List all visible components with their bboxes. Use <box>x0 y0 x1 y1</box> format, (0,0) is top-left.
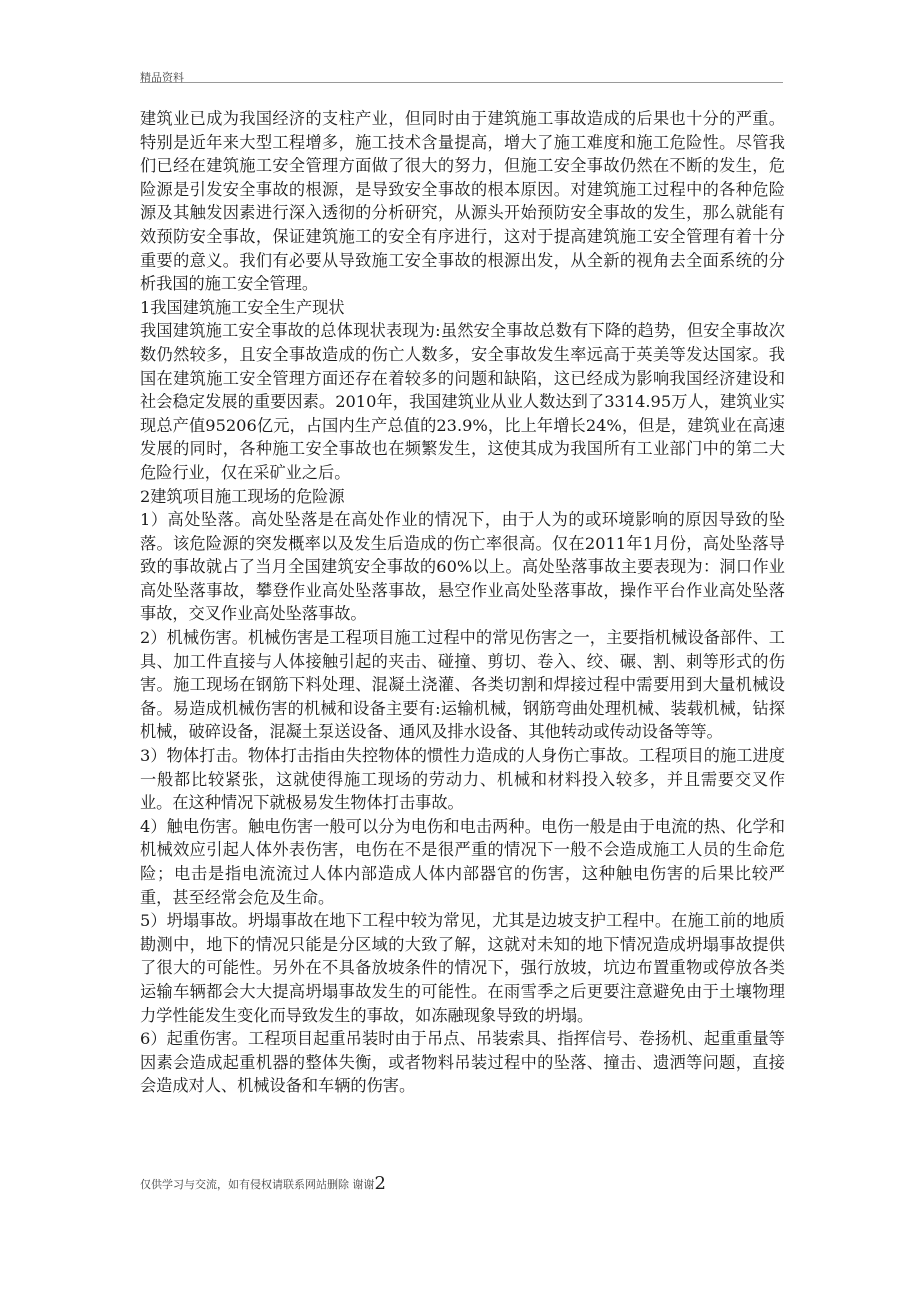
section-heading-1: 1我国建筑施工安全生产现状 <box>140 297 345 317</box>
paragraph-status: 我国建筑施工安全事故的总体现状表现为:虽然安全事故总数有下降的趋势，但安全事故次数仍然较多，且安全事故造成的伤亡人数多，安全事故发生率远高于英美等发达国家。我国在建筑施工安全管理方面还存在着较多的问题和缺陷，这已经成为影响我国经济建设和社会稳定发展的重要因素。2010年，我国建筑业从业人数达到了3314.95万人，建筑业实现总产值95206亿元，占国内生产总值的23.9%，比上年增长24%，但是，建筑业在高速发展的同时，各种施工安全事故也在频繁发生，这使其成为我国所有工业部门中的第二大危险行业，仅在采矿业之后。 <box>140 321 785 482</box>
page-number: 2 <box>374 1173 386 1194</box>
paragraph-item-6: 6）起重伤害。工程项目起重吊装时由于吊点、吊装索具、指挥信号、卷扬机、起重重量等因素会造成起重机器的整体失衡，或者物料吊装过程中的坠落、撞击、遗洒等问题，直接会造成对人、机械设备和车辆的伤害。 <box>140 1029 785 1096</box>
section-heading-2: 2建筑项目施工现场的危险源 <box>140 486 345 506</box>
paragraph-intro: 建筑业已成为我国经济的支柱产业，但同时由于建筑施工事故造成的后果也十分的严重。特别是近年来大型工程增多，施工技术含量提高，增大了施工难度和施工危险性。尽管我们已经在建筑施工安全管理方面做了很大的努力，但施工安全事故仍然在不断的发生，危险源是引发安全事故的根源，是导致安全事故的根本原因。对建筑施工过程中的各种危险源及其触发因素进行深入透彻的分析研究，从源头开始预防安全事故的发生，那么就能有效预防安全事故，保证建筑施工的安全有序进行，这对于提高建筑施工安全管理有着十分重要的意义。我们有必要从导致施工安全事故的根源出发，从全新的视角去全面系统的分析我国的施工安全管理。 <box>140 109 785 294</box>
document-body <box>140 107 785 1098</box>
page-header <box>140 66 783 83</box>
paragraph-item-1: 1）高处坠落。高处坠落是在高处作业的情况下，由于人为的或环境影响的原因导致的坠落。该危险源的突发概率以及发生后造成的伤亡率很高。仅在2011年1月份，高处坠落导致的事故就占了当月全国建筑安全事故的60%以上。高处坠落事故主要表现为：洞口作业高处坠落事故，攀登作业高处坠落事故，悬空作业高处坠落事故，操作平台作业高处坠落事故，交叉作业高处坠落事故。 <box>140 510 785 624</box>
paragraph-item-4: 4）触电伤害。触电伤害一般可以分为电伤和电击两种。电伤一般是由于电流的热、化学和机械效应引起人体外表伤害，电伤在不是很严重的情况下一般不会造成施工人员的生命危险；电击是指电流流过人体内部造成人体内部器官的伤害，这种触电伤害的后果比较严重，甚至经常会危及生命。 <box>140 816 785 907</box>
page-footer <box>140 1172 783 1196</box>
paragraph-item-5: 5）坍塌事故。坍塌事故在地下工程中较为常见，尤其是边坡支护工程中。在施工前的地质勘测中，地下的情况只能是分区域的大致了解，这就对未知的地下情况造成坍塌事故提供了很大的可能性。另外在不具备放坡条件的情况下，强行放坡，坑边布置重物或停放各类运输车辆都会大大提高坍塌事故发生的可能性。在雨雪季之后更要注意避免由于土壤物理力学性能发生变化而导致发生的事故，如冻融现象导致的坍塌。 <box>140 911 785 1025</box>
paragraph-item-3: 3）物体打击。物体打击指由失控物体的惯性力造成的人身伤亡事故。工程项目的施工进度一般都比较紧张，这就使得施工现场的劳动力、机械和材料投入较多，并且需要交叉作业。在这种情况下就极易发生物体打击事故。 <box>140 746 785 813</box>
header-text: 精品资料 <box>140 71 184 84</box>
footer-text: 仅供学习与交流，如有侵权请联系网站删除 谢谢 <box>140 1178 375 1191</box>
paragraph-item-2: 2）机械伤害。机械伤害是工程项目施工过程中的常见伤害之一，主要指机械设备部件、工具、加工件直接与人体接触引起的夹击、碰撞、剪切、卷入、绞、碾、割、刺等形式的伤害。施工现场在钢筋下料处理、混凝土浇灌、各类切割和焊接过程中需要用到大量机械设备。易造成机械伤害的机械和设备主要有:运输机械，钢筋弯曲处理机械、装载机械，钻探机械，破碎设备，混凝土泵送设备、通风及排水设备、其他转动或传动设备等等。 <box>140 628 785 742</box>
